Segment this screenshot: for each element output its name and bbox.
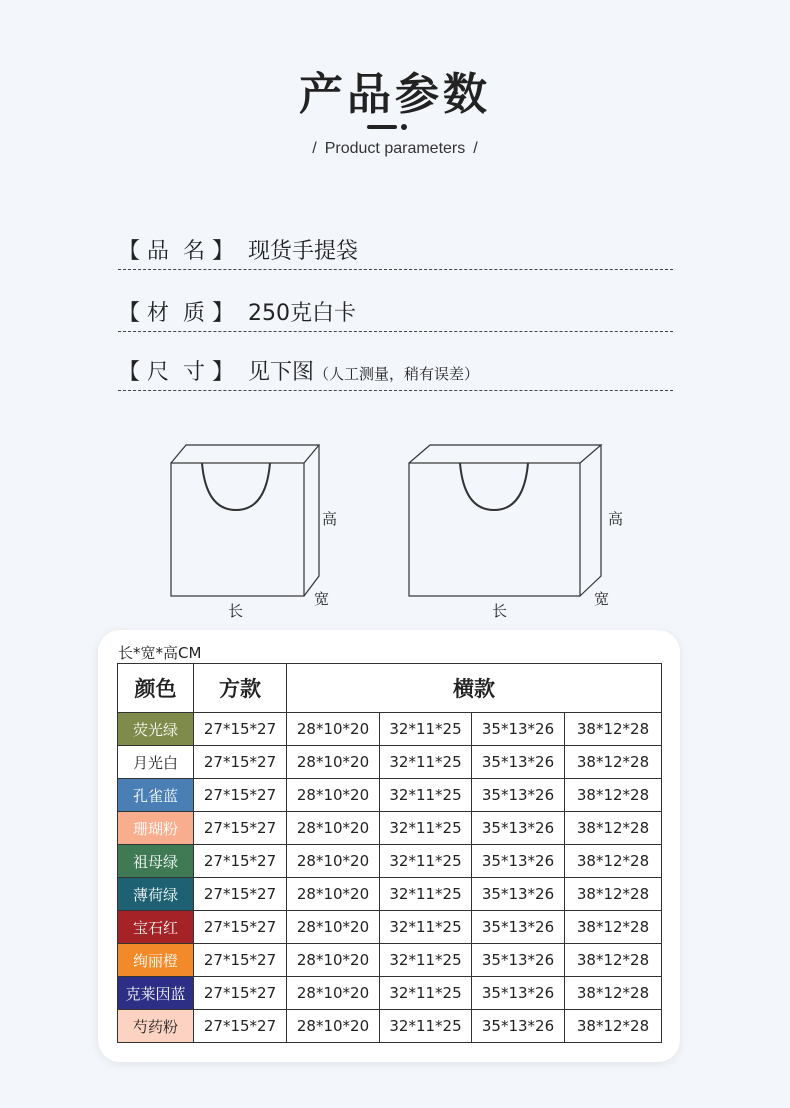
color-name-cell: 克莱因蓝 bbox=[118, 977, 194, 1010]
title-underline bbox=[367, 124, 407, 130]
size-cell: 38*12*28 bbox=[565, 878, 662, 911]
size-cell: 38*12*28 bbox=[565, 911, 662, 944]
table-row bbox=[118, 845, 662, 878]
color-name-cell: 绚丽橙 bbox=[118, 944, 194, 977]
size-cell: 38*12*28 bbox=[565, 779, 662, 812]
size-cell: 32*11*25 bbox=[380, 1010, 472, 1043]
subtitle-text: Product parameters bbox=[324, 140, 466, 157]
size-cell: 27*15*27 bbox=[194, 746, 287, 779]
size-cell: 38*12*28 bbox=[565, 746, 662, 779]
size-cell: 32*11*25 bbox=[380, 713, 472, 746]
spec-row-name bbox=[118, 230, 673, 270]
table-row bbox=[118, 944, 662, 977]
size-cell: 35*13*26 bbox=[472, 944, 565, 977]
underline-bar bbox=[367, 125, 397, 129]
size-cell: 32*11*25 bbox=[380, 812, 472, 845]
size-cell: 32*11*25 bbox=[380, 779, 472, 812]
size-cell: 35*13*26 bbox=[472, 845, 565, 878]
size-cell: 27*15*27 bbox=[194, 1010, 287, 1043]
color-name-cell: 祖母绿 bbox=[118, 845, 194, 878]
table-body bbox=[118, 713, 662, 1043]
width-label: 宽 bbox=[594, 590, 610, 608]
spec-row-material bbox=[118, 292, 673, 332]
header-color: 颜色 bbox=[118, 664, 194, 713]
size-cell: 28*10*20 bbox=[287, 878, 380, 911]
size-cell: 38*12*28 bbox=[565, 845, 662, 878]
color-name-cell: 宝石红 bbox=[118, 911, 194, 944]
color-name-cell: 芍药粉 bbox=[118, 1010, 194, 1043]
size-cell: 27*15*27 bbox=[194, 977, 287, 1010]
size-cell: 35*13*26 bbox=[472, 977, 565, 1010]
size-cell: 35*13*26 bbox=[472, 713, 565, 746]
size-cell: 28*10*20 bbox=[287, 845, 380, 878]
spec-label: 【 材 质 】 bbox=[118, 301, 234, 326]
size-cell: 38*12*28 bbox=[565, 1010, 662, 1043]
color-name-cell: 薄荷绿 bbox=[118, 878, 194, 911]
page-title: 产品参数 bbox=[299, 69, 491, 120]
spec-value: 现货手提袋 bbox=[248, 239, 359, 264]
header-square: 方款 bbox=[194, 664, 287, 713]
table-row bbox=[118, 746, 662, 779]
size-cell: 28*10*20 bbox=[287, 944, 380, 977]
size-cell: 28*10*20 bbox=[287, 812, 380, 845]
size-cell: 28*10*20 bbox=[287, 1010, 380, 1043]
size-cell: 28*10*20 bbox=[287, 911, 380, 944]
size-cell: 38*12*28 bbox=[565, 713, 662, 746]
size-table bbox=[117, 663, 662, 1043]
table-row bbox=[118, 911, 662, 944]
size-cell: 38*12*28 bbox=[565, 977, 662, 1010]
length-label: 长 bbox=[228, 602, 244, 620]
size-cell: 35*13*26 bbox=[472, 812, 565, 845]
size-cell: 28*10*20 bbox=[287, 713, 380, 746]
size-cell: 35*13*26 bbox=[472, 1010, 565, 1043]
spec-row-size bbox=[118, 351, 673, 391]
table-row bbox=[118, 812, 662, 845]
subtitle-slash-left: / bbox=[312, 140, 317, 157]
size-cell: 35*13*26 bbox=[472, 779, 565, 812]
table-row bbox=[118, 779, 662, 812]
page-subtitle bbox=[0, 140, 790, 158]
spec-label: 【 品 名 】 bbox=[118, 239, 234, 264]
size-cell: 35*13*26 bbox=[472, 746, 565, 779]
table-row bbox=[118, 713, 662, 746]
spec-note: （人工测量，稍有误差） bbox=[314, 365, 480, 383]
size-cell: 32*11*25 bbox=[380, 878, 472, 911]
color-name-cell: 月光白 bbox=[118, 746, 194, 779]
bag-diagram-square bbox=[168, 442, 348, 622]
size-cell: 27*15*27 bbox=[194, 911, 287, 944]
table-header-row bbox=[118, 664, 662, 713]
height-label: 高 bbox=[322, 510, 338, 528]
spec-value bbox=[248, 355, 479, 386]
size-cell: 32*11*25 bbox=[380, 977, 472, 1010]
table-row bbox=[118, 977, 662, 1010]
table-row bbox=[118, 1010, 662, 1043]
header-landscape: 横款 bbox=[287, 664, 662, 713]
unit-note: 长*宽*高CM bbox=[118, 644, 202, 662]
size-cell: 32*11*25 bbox=[380, 911, 472, 944]
size-cell: 27*15*27 bbox=[194, 713, 287, 746]
color-name-cell: 珊瑚粉 bbox=[118, 812, 194, 845]
size-cell: 28*10*20 bbox=[287, 746, 380, 779]
color-name-cell: 荧光绿 bbox=[118, 713, 194, 746]
size-cell: 32*11*25 bbox=[380, 746, 472, 779]
size-cell: 32*11*25 bbox=[380, 845, 472, 878]
spec-label: 【 尺 寸 】 bbox=[118, 360, 234, 385]
subtitle-slash-right: / bbox=[473, 140, 478, 157]
spec-value-text: 见下图 bbox=[248, 360, 315, 385]
size-cell: 35*13*26 bbox=[472, 878, 565, 911]
height-label: 高 bbox=[608, 510, 624, 528]
size-cell: 27*15*27 bbox=[194, 779, 287, 812]
size-cell: 28*10*20 bbox=[287, 977, 380, 1010]
table-row bbox=[118, 878, 662, 911]
size-cell: 38*12*28 bbox=[565, 812, 662, 845]
color-name-cell: 孔雀蓝 bbox=[118, 779, 194, 812]
bag-outline-square bbox=[168, 442, 348, 602]
size-cell: 32*11*25 bbox=[380, 944, 472, 977]
spec-value: 250克白卡 bbox=[248, 301, 356, 326]
underline-dot bbox=[401, 124, 407, 130]
size-cell: 27*15*27 bbox=[194, 812, 287, 845]
size-cell: 35*13*26 bbox=[472, 911, 565, 944]
width-label: 宽 bbox=[314, 590, 330, 608]
bag-outline-landscape bbox=[406, 442, 606, 602]
size-cell: 28*10*20 bbox=[287, 779, 380, 812]
size-cell: 27*15*27 bbox=[194, 845, 287, 878]
size-cell: 27*15*27 bbox=[194, 878, 287, 911]
length-label: 长 bbox=[492, 602, 508, 620]
bag-diagram-landscape bbox=[406, 442, 636, 622]
size-cell: 27*15*27 bbox=[194, 944, 287, 977]
size-cell: 38*12*28 bbox=[565, 944, 662, 977]
